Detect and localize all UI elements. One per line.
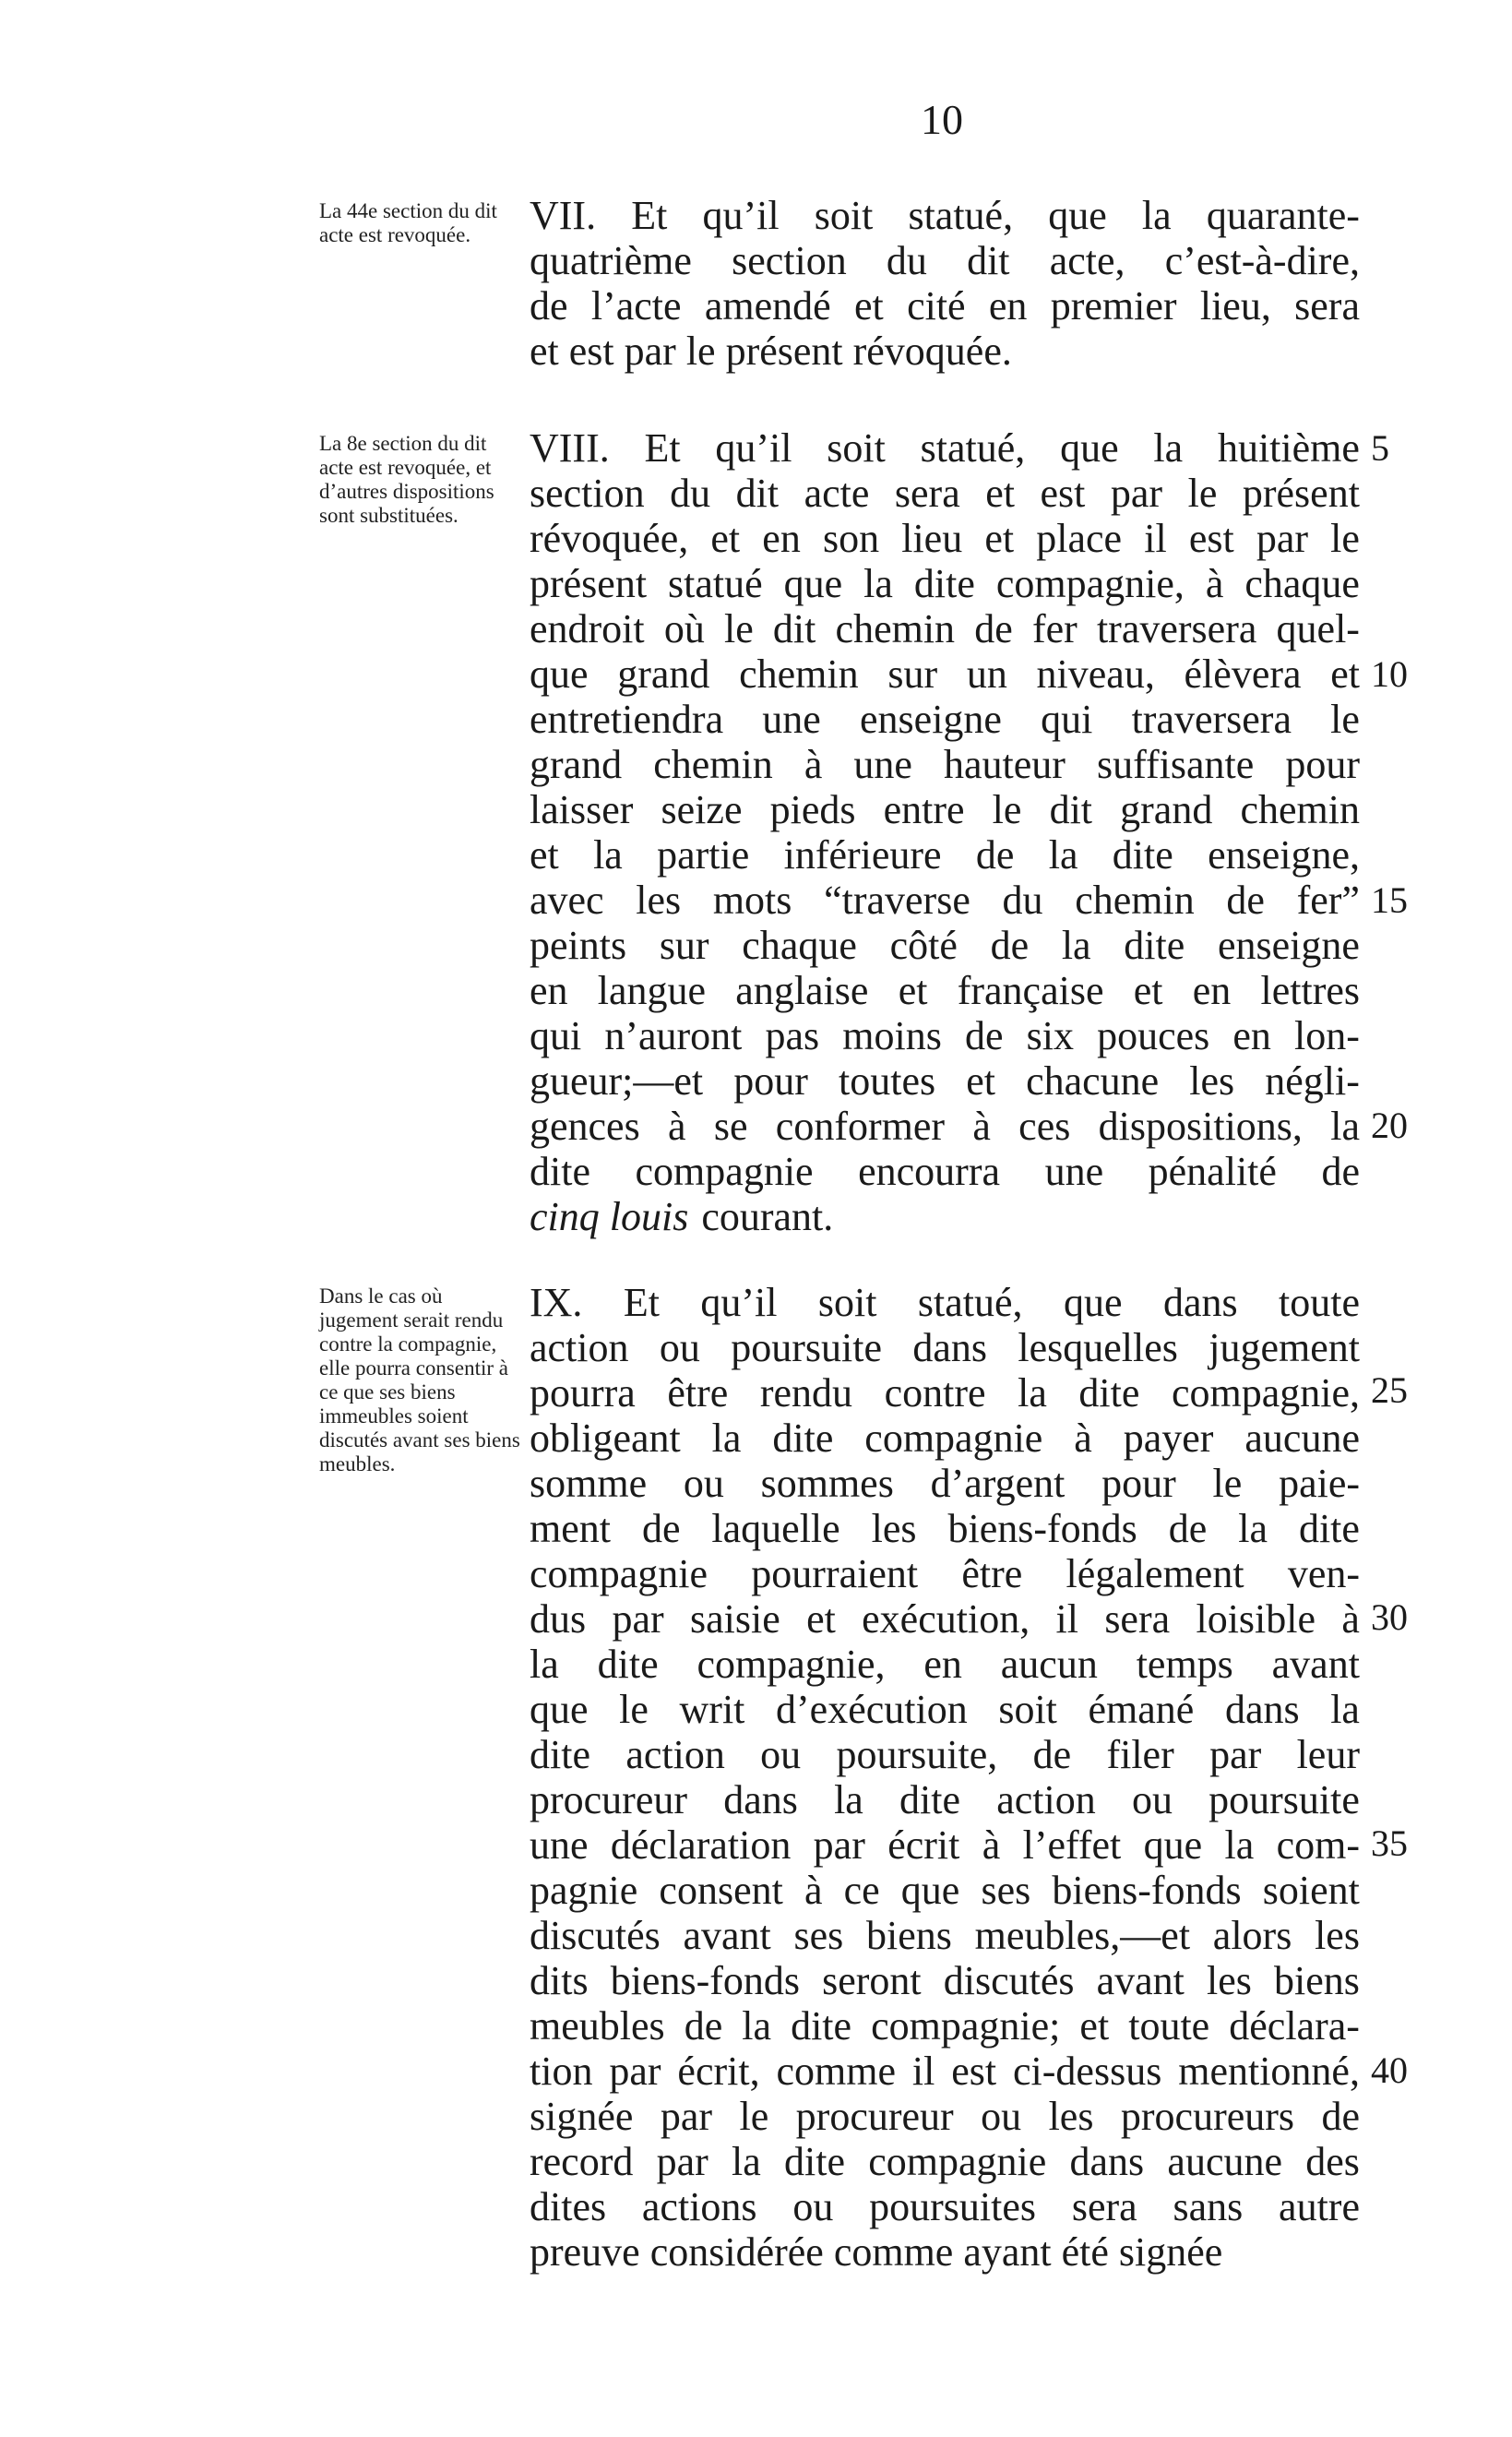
- text-line: et est par le présent révoquée.: [530, 329, 1012, 374]
- line-number: 5: [1371, 427, 1389, 469]
- text-line: quatrième section du dit acte, c’est-à-dire,: [530, 238, 1360, 283]
- text-line: une déclaration par écrit à l’effet que la com-: [530, 1822, 1360, 1868]
- text-line: procureur dans la dite action ou poursuite: [530, 1777, 1360, 1822]
- page-number: 10: [921, 96, 963, 143]
- text-line: dus par saisie et exécution, il sera loisible à: [530, 1596, 1360, 1642]
- text-line: [530, 1193, 1360, 1241]
- text-line: preuve considérée comme ayant été signée: [530, 2229, 1223, 2275]
- text-line: action ou poursuite dans lesquelles jugement: [530, 1325, 1360, 1370]
- marginal-note-viii: La 8e section du dit acte est revoquée, et d’autres dispositions sont substituées.: [319, 432, 494, 527]
- text-line: signée par le procureur ou les procureurs de: [530, 2094, 1360, 2139]
- text-line: avec les mots “traverse du chemin de fer”: [530, 878, 1360, 923]
- text-line: de l’acte amendé et cité en premier lieu, sera: [530, 283, 1360, 329]
- text-line: discutés avant ses biens meubles,—et alors les: [530, 1913, 1360, 1958]
- text-line: compagnie pourraient être légalement ven-: [530, 1551, 1360, 1596]
- text-line: tion par écrit, comme il est ci-dessus mentionné,: [530, 2049, 1360, 2094]
- line-number: 30: [1371, 1596, 1408, 1638]
- text-line: en langue anglaise et française et en lettres: [530, 968, 1360, 1013]
- text-line: révoquée, et en son lieu et place il est par le: [530, 516, 1360, 561]
- marginal-note-vii: La 44e section du dit acte est revoquée.: [319, 199, 497, 246]
- text-line: IX. Et qu’il soit statué, que dans toute: [530, 1280, 1360, 1325]
- text-line: VIII. Et qu’il soit statué, que la huitième: [530, 425, 1360, 471]
- text-line: dite action ou poursuite, de filer par leur: [530, 1732, 1360, 1777]
- text-line: dites actions ou poursuites sera sans autre: [530, 2184, 1360, 2229]
- line-number: 20: [1371, 1105, 1408, 1146]
- line-number: 40: [1371, 2049, 1408, 2091]
- text-line: endroit où le dit chemin de fer traversera quel-: [530, 606, 1360, 651]
- text-line: meubles de la dite compagnie; et toute déclara-: [530, 2003, 1360, 2049]
- text-line: qui n’auront pas moins de six pouces en lon-: [530, 1013, 1360, 1058]
- text-line: entretiendra une enseigne qui traversera le: [530, 697, 1360, 742]
- text-fragment: courant.: [701, 1194, 834, 1239]
- marginal-note-ix: Dans le cas où jugement serait rendu contre la compagnie, elle pourra consentir à ce que ses biens immeubles soient discutés avant ses biens meubles.: [319, 1284, 520, 1475]
- text-line: somme ou sommes d’argent pour le paie-: [530, 1461, 1360, 1506]
- text-line: obligeant la dite compagnie à payer aucune: [530, 1416, 1360, 1461]
- text-line: pourra être rendu contre la dite compagnie,: [530, 1370, 1360, 1416]
- text-line: ment de laquelle les biens-fonds de la dite: [530, 1506, 1360, 1551]
- text-line: gences à se conformer à ces dispositions, la: [530, 1104, 1360, 1149]
- line-number: 15: [1371, 879, 1408, 921]
- text-line: dits biens-fonds seront discutés avant les biens: [530, 1958, 1360, 2003]
- text-line: peints sur chaque côté de la dite enseigne: [530, 923, 1360, 968]
- line-number: 25: [1371, 1369, 1408, 1411]
- line-number: 35: [1371, 1822, 1408, 1864]
- text-line: et la partie inférieure de la dite enseigne,: [530, 832, 1360, 878]
- text-line: dite compagnie encourra une pénalité de: [530, 1149, 1360, 1194]
- text-line: que le writ d’exécution soit émané dans la: [530, 1687, 1360, 1732]
- text-line: VII. Et qu’il soit statué, que la quarante-: [530, 193, 1360, 238]
- text-line: présent statué que la dite compagnie, à chaque: [530, 561, 1360, 606]
- text-line: que grand chemin sur un niveau, élèvera et: [530, 651, 1360, 697]
- text-line: la dite compagnie, en aucun temps avant: [530, 1642, 1360, 1687]
- text-line: grand chemin à une hauteur suffisante pour: [530, 742, 1360, 787]
- line-number: 10: [1371, 653, 1408, 695]
- italic-amount: cinq louis: [530, 1194, 689, 1239]
- text-line: laisser seize pieds entre le dit grand chemin: [530, 787, 1360, 832]
- text-line: gueur;—et pour toutes et chacune les négli-: [530, 1058, 1360, 1104]
- text-line: record par la dite compagnie dans aucune des: [530, 2139, 1360, 2184]
- text-line: section du dit acte sera et est par le présent: [530, 471, 1360, 516]
- text-line: pagnie consent à ce que ses biens-fonds soient: [530, 1868, 1360, 1913]
